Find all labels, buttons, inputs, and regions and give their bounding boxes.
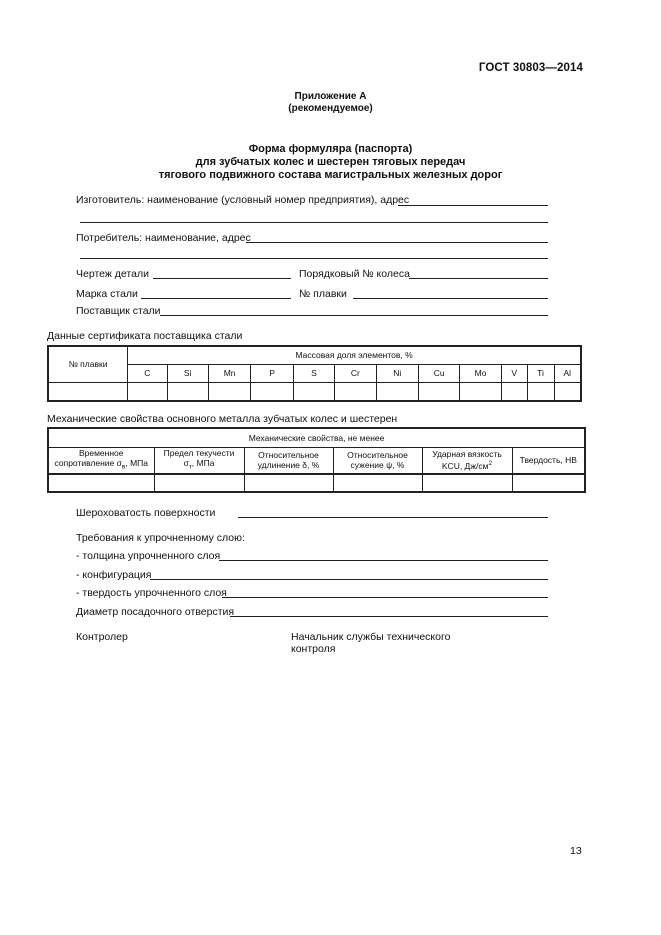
table-cell[interactable]: [527, 382, 554, 401]
table-cell[interactable]: [154, 474, 244, 492]
chief-label-line2: контроля: [291, 643, 336, 655]
reduction-header: Относительное сужение ψ, %: [333, 447, 422, 474]
form-title-line1: Форма формуляра (паспорта): [248, 143, 413, 155]
bore-diameter-line[interactable]: [230, 616, 548, 617]
element-header: S: [293, 364, 334, 382]
element-header: Ti: [527, 364, 554, 382]
hardening-title: Требования к упрочненному слою:: [76, 532, 245, 544]
chem-table: [47, 345, 582, 402]
steel-supplier-label: Поставщик стали: [76, 305, 161, 317]
form-title-line2: для зубчатых колес и шестерен тяговых передач: [195, 156, 466, 168]
table-cell[interactable]: [244, 474, 333, 492]
table-cell[interactable]: [460, 382, 501, 401]
heat-number-header: № плавки: [48, 346, 128, 382]
steel-grade-label: Марка стали: [76, 288, 138, 300]
element-header: P: [251, 364, 293, 382]
element-header: C: [128, 364, 167, 382]
element-header: Mn: [208, 364, 250, 382]
element-header: Si: [167, 364, 208, 382]
mass-fraction-header: Массовая доля элементов, %: [128, 346, 581, 364]
table-cell[interactable]: [333, 474, 422, 492]
controller-label: Контролер: [76, 631, 128, 643]
table-cell[interactable]: [251, 382, 293, 401]
standard-number: ГОСТ 30803—2014: [478, 62, 583, 74]
hardness-header: Твердость, НВ: [512, 447, 585, 474]
table-cell[interactable]: [512, 474, 585, 492]
impact-toughness-header: Ударная вязкость KCU, $Дж/см^2$: [422, 447, 512, 474]
table-cell[interactable]: [208, 382, 250, 401]
table-cell[interactable]: [335, 382, 376, 401]
table-cell[interactable]: [501, 382, 527, 401]
heat-number-line[interactable]: [353, 298, 548, 299]
mech-properties-header: Механические свойства, не менее: [48, 428, 585, 447]
drawing-label: Чертеж детали: [76, 268, 149, 280]
configuration-line[interactable]: [150, 579, 548, 580]
table-cell[interactable]: [128, 382, 167, 401]
element-header: Al: [554, 364, 581, 382]
consumer-line[interactable]: [246, 242, 548, 243]
chem-data-row: [48, 382, 581, 401]
table-cell[interactable]: [554, 382, 581, 401]
table-cell[interactable]: [48, 382, 128, 401]
roughness-line[interactable]: [238, 517, 548, 518]
yield-strength-header: Предел текучести $\sigma_т$, МПа: [154, 447, 244, 474]
element-header: V: [501, 364, 527, 382]
wheel-number-line[interactable]: [409, 278, 548, 279]
drawing-line[interactable]: [153, 278, 291, 279]
manufacturer-line[interactable]: [398, 205, 548, 206]
element-header: Ni: [376, 364, 418, 382]
table-cell[interactable]: [376, 382, 418, 401]
form-title-line3: тягового подвижного состава магистральных железных дорог: [158, 169, 503, 181]
element-header: Cr: [335, 364, 376, 382]
table-cell[interactable]: [293, 382, 334, 401]
wheel-number-label: Порядковый № колеса: [299, 268, 410, 280]
bore-diameter-label: Диаметр посадочного отверстия: [76, 606, 235, 618]
elongation-header: Относительное удлинение δ, %: [244, 447, 333, 474]
configuration-label: - конфигурация: [76, 569, 152, 581]
page-number: 13: [570, 845, 582, 857]
consumer-label: Потребитель: наименование, адрес: [76, 232, 251, 244]
steel-grade-line[interactable]: [141, 298, 291, 299]
table-cell[interactable]: [48, 474, 154, 492]
mech-data-row: [48, 474, 585, 492]
table-cell[interactable]: [167, 382, 208, 401]
heat-number-label: № плавки: [299, 288, 347, 300]
appendix-subtitle: (рекомендуемое): [288, 103, 373, 114]
mech-table: [47, 427, 586, 493]
layer-hardness-line[interactable]: [222, 597, 548, 598]
mech-table-caption: Механические свойства основного металла зубчатых колес и шестерен: [47, 413, 398, 425]
appendix-title: Приложение А: [294, 91, 367, 102]
tensile-strength-header: Временное сопротивление $\sigma_в$, МПа: [48, 447, 154, 474]
steel-supplier-line[interactable]: [160, 315, 548, 316]
element-header: Mo: [460, 364, 501, 382]
table-cell[interactable]: [422, 474, 512, 492]
layer-thickness-label: - толщина упрочненного слоя: [76, 550, 221, 562]
chief-label-line1: Начальник службы технического: [291, 631, 451, 643]
chem-table-caption: Данные сертификата поставщика стали: [47, 330, 243, 342]
consumer-line-2[interactable]: [80, 258, 548, 259]
manufacturer-label: Изготовитель: наименование (условный номер предприятия), адрес: [76, 194, 410, 206]
roughness-label: Шероховатость поверхности: [76, 507, 216, 519]
layer-thickness-line[interactable]: [219, 560, 548, 561]
manufacturer-line-2[interactable]: [80, 222, 548, 223]
layer-hardness-label: - твердость упрочненного слоя: [76, 587, 227, 599]
table-cell[interactable]: [418, 382, 459, 401]
element-header: Cu: [418, 364, 459, 382]
